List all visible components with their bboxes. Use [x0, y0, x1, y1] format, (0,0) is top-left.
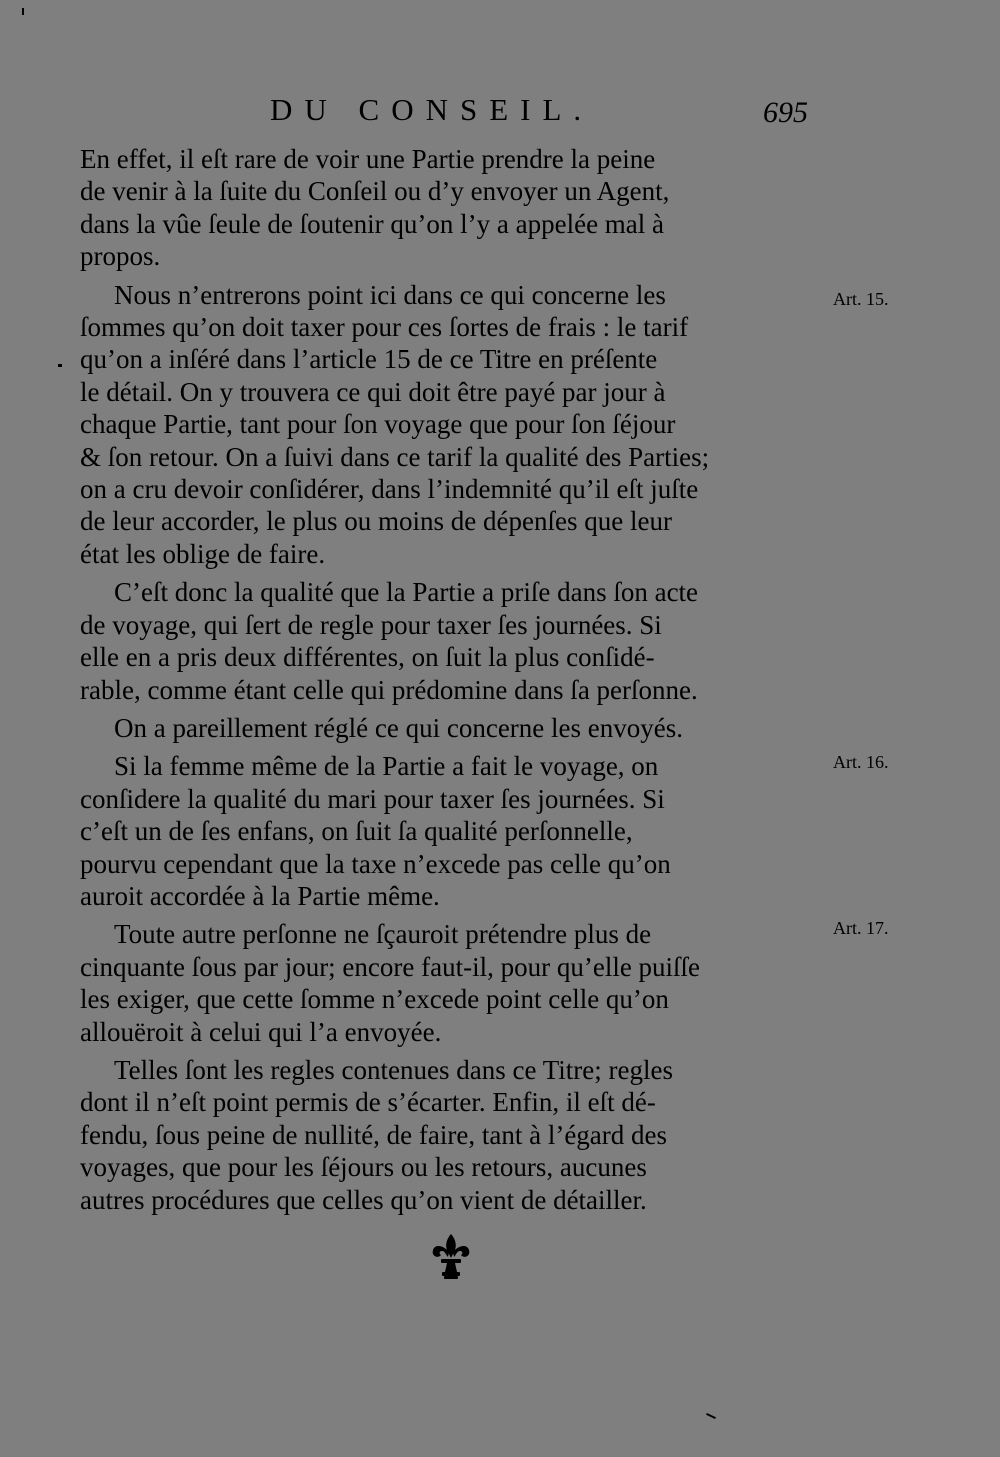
body-text	[80, 143, 815, 1222]
paragraph: On a pareillement réglé ce qui concerne les envoyés.	[114, 712, 683, 743]
paragraph: Toute autre perſonne ne ſçauroit prétendre plus de cinquante ſous par jour; encore faut-il, pour qu’elle puiſſe les exiger, que cette ſomme n’excede point celle qu’on allouëroit à celui qui l’a envoyée.	[80, 919, 701, 1047]
paragraph: Nous n’entrerons point ici dans ce qui concerne les ſommes qu’on doit taxer pour ces ſortes de frais : le tarif qu’on a inſéré dans l’article 15 de ce Titre en préſente le détail. On y trouvera ce qui doit être payé par jour à chaque Partie, tant pour ſon voyage que pour ſon ſéjour & ſon retour. On a ſuivi dans ce tarif la qualité des Parties; on a cru devoir conſidérer, dans l’indemnité qu’il eſt juſte de leur accorder, le plus ou moins de dépenſes que leur état les oblige de faire.	[80, 279, 710, 569]
paragraph: En effet, il eſt rare de voir une Partie prendre la peine de venir à la ſuite du Conſeil ou d’y envoyer un Agent, dans la vûe ſeule de ſoutenir qu’on l’y a appelée mal à propos.	[80, 144, 670, 272]
page-number: 695	[763, 96, 808, 129]
margin-note: Art. 17.	[833, 918, 889, 938]
paragraph: Si la femme même de la Partie a fait le voyage, on conſidere la qualité du mari pour taxer ſes journées. Si c’eſt un de ſes enfans, on ſuit ſa qualité perſonnelle, pourvu cependant que la taxe n’excede pas celle qu’on auroit accordée à la Partie même.	[80, 751, 671, 911]
page-speck	[706, 1413, 716, 1419]
paragraph: Telles ſont les regles contenues dans ce Titre; regles dont il n’eſt point permis de s’écarter. Enfin, il eſt dé- fendu, ſous peine de nullité, de faire, tant à l’égard des voyages, que pour les ſéjours ou les retours, aucunes autres procédures que celles qu’on vient de détailler.	[80, 1054, 673, 1215]
fleur-de-lis-icon	[430, 1232, 472, 1280]
paragraph: C’eſt donc la qualité que la Partie a priſe dans ſon acte de voyage, qui ſert de regle pour taxer ſes journées. Si elle en a pris deux différentes, on ſuit la plus conſidé- rable, comme étant celle qui prédomine dans ſa perſonne.	[80, 577, 699, 705]
margin-note: Art. 16.	[833, 752, 889, 772]
margin-note: Art. 15.	[833, 289, 889, 309]
page-speck	[22, 8, 24, 15]
page-speck	[58, 364, 62, 367]
running-title: DU CONSEIL.	[270, 92, 594, 127]
